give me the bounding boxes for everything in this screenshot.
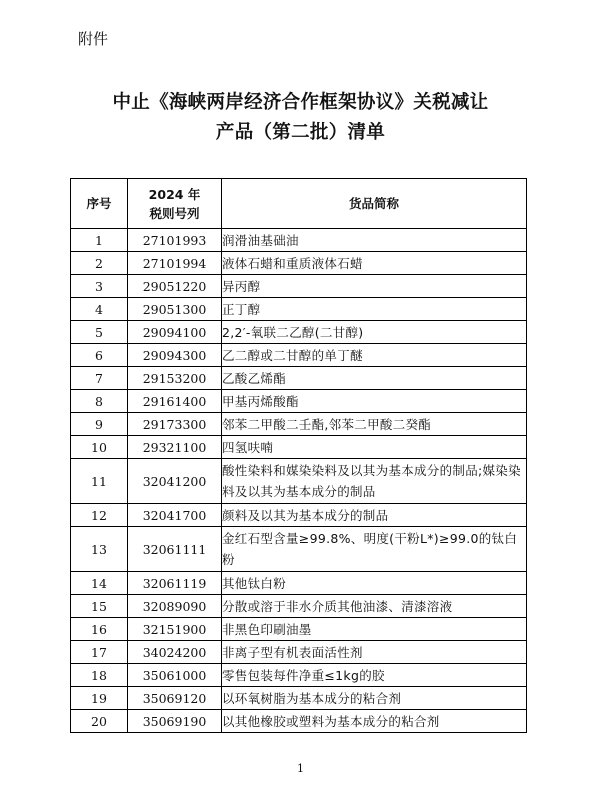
product-name-cell: 以环氧树脂为基本成分的粘合剂	[222, 687, 527, 710]
row-number-cell: 9	[71, 413, 128, 436]
row-number-cell: 19	[71, 687, 128, 710]
row-number-cell: 17	[71, 641, 128, 664]
tariff-code-cell: 29094100	[128, 321, 222, 344]
table-row	[71, 527, 527, 572]
product-name-cell: 邻苯二甲酸二壬酯,邻苯二甲酸二癸酯	[222, 413, 527, 436]
tariff-code-cell: 27101993	[128, 229, 222, 252]
tariff-code-cell: 29173300	[128, 413, 222, 436]
table-row	[71, 710, 527, 733]
product-name-cell: 润滑油基础油	[222, 229, 527, 252]
product-name-cell: 其他钛白粉	[222, 572, 527, 595]
table-row	[71, 413, 527, 436]
table-row	[71, 572, 527, 595]
row-number-cell: 2	[71, 252, 128, 275]
tariff-code-cell: 35069190	[128, 710, 222, 733]
document-title-line-2: 产品（第二批）清单	[215, 122, 386, 143]
tariff-code-cell: 29051220	[128, 275, 222, 298]
row-number-cell: 5	[71, 321, 128, 344]
column-header-code	[128, 179, 222, 229]
table-row	[71, 275, 527, 298]
product-name-cell: 分散或溶于非水介质其他油漆、清漆溶液	[222, 595, 527, 618]
table-row	[71, 321, 527, 344]
table-row	[71, 459, 527, 504]
product-name-cell: 以其他橡胶或塑料为基本成分的粘合剂	[222, 710, 527, 733]
row-number-cell: 8	[71, 390, 128, 413]
product-name-cell: 非离子型有机表面活性剂	[222, 641, 527, 664]
table-row	[71, 252, 527, 275]
tariff-code-cell: 32041700	[128, 504, 222, 527]
row-number-cell: 14	[71, 572, 128, 595]
tariff-code-cell: 32089090	[128, 595, 222, 618]
tariff-code-cell: 32041200	[128, 459, 222, 504]
row-number-cell: 1	[71, 229, 128, 252]
row-number-cell: 13	[71, 527, 128, 572]
row-number-cell: 16	[71, 618, 128, 641]
table-row	[71, 618, 527, 641]
row-number-cell: 4	[71, 298, 128, 321]
column-header-no: 序号	[71, 179, 128, 229]
tariff-code-cell: 35069120	[128, 687, 222, 710]
tariff-code-cell: 32151900	[128, 618, 222, 641]
column-header-code-line1: 2024 年	[148, 186, 201, 202]
tariff-code-cell: 29153200	[128, 367, 222, 390]
row-number-cell: 3	[71, 275, 128, 298]
row-number-cell: 20	[71, 710, 128, 733]
table-row	[71, 298, 527, 321]
product-name-cell: 异丙醇	[222, 275, 527, 298]
product-name-cell: 乙二醇或二甘醇的单丁醚	[222, 344, 527, 367]
table-row	[71, 687, 527, 710]
product-name-cell: 液体石蜡和重质液体石蜡	[222, 252, 527, 275]
tariff-code-cell: 27101994	[128, 252, 222, 275]
column-header-code-line2: 税则号列	[149, 205, 200, 221]
document-title-line-1: 中止《海峡两岸经济合作框架协议》关税减让	[112, 92, 489, 113]
tariff-code-cell: 29161400	[128, 390, 222, 413]
tariff-code-cell: 35061000	[128, 664, 222, 687]
product-name-cell: 颜料及以其为基本成分的制品	[222, 504, 527, 527]
attachment-label: 附件	[78, 30, 109, 48]
row-number-cell: 12	[71, 504, 128, 527]
table-row	[71, 504, 527, 527]
row-number-cell: 6	[71, 344, 128, 367]
tariff-code-cell: 29094300	[128, 344, 222, 367]
table-row	[71, 664, 527, 687]
product-name-cell: 非黑色印刷油墨	[222, 618, 527, 641]
tariff-code-cell: 32061111	[128, 527, 222, 572]
product-name-cell: 四氢呋喃	[222, 436, 527, 459]
row-number-cell: 10	[71, 436, 128, 459]
product-name-cell: 乙酸乙烯酯	[222, 367, 527, 390]
table-row	[71, 229, 527, 252]
row-number-cell: 11	[71, 459, 128, 504]
row-number-cell: 15	[71, 595, 128, 618]
table-row	[71, 595, 527, 618]
table-row	[71, 344, 527, 367]
table-row	[71, 436, 527, 459]
table-header-row	[71, 179, 527, 229]
row-number-cell: 18	[71, 664, 128, 687]
tariff-code-cell: 34024200	[128, 641, 222, 664]
tariff-code-cell: 32061119	[128, 572, 222, 595]
product-name-cell: 金红石型含量≥99.8%、明度(干粉L*)≥99.0的钛白粉	[222, 527, 527, 572]
column-header-name: 货品简称	[222, 179, 527, 229]
product-name-cell: 甲基丙烯酸酯	[222, 390, 527, 413]
product-list-table	[70, 178, 527, 733]
table-row	[71, 390, 527, 413]
product-name-cell: 酸性染料和媒染染料及以其为基本成分的制品;媒染染料及以其为基本成分的制品	[222, 459, 527, 504]
page-number: 1	[297, 762, 304, 775]
table-row	[71, 641, 527, 664]
product-name-cell: 正丁醇	[222, 298, 527, 321]
tariff-code-cell: 29051300	[128, 298, 222, 321]
tariff-code-cell: 29321100	[128, 436, 222, 459]
product-name-cell: 2,2′-氧联二乙醇(二甘醇)	[222, 321, 527, 344]
row-number-cell: 7	[71, 367, 128, 390]
product-name-cell: 零售包装每件净重≤1kg的胶	[222, 664, 527, 687]
table-row	[71, 367, 527, 390]
